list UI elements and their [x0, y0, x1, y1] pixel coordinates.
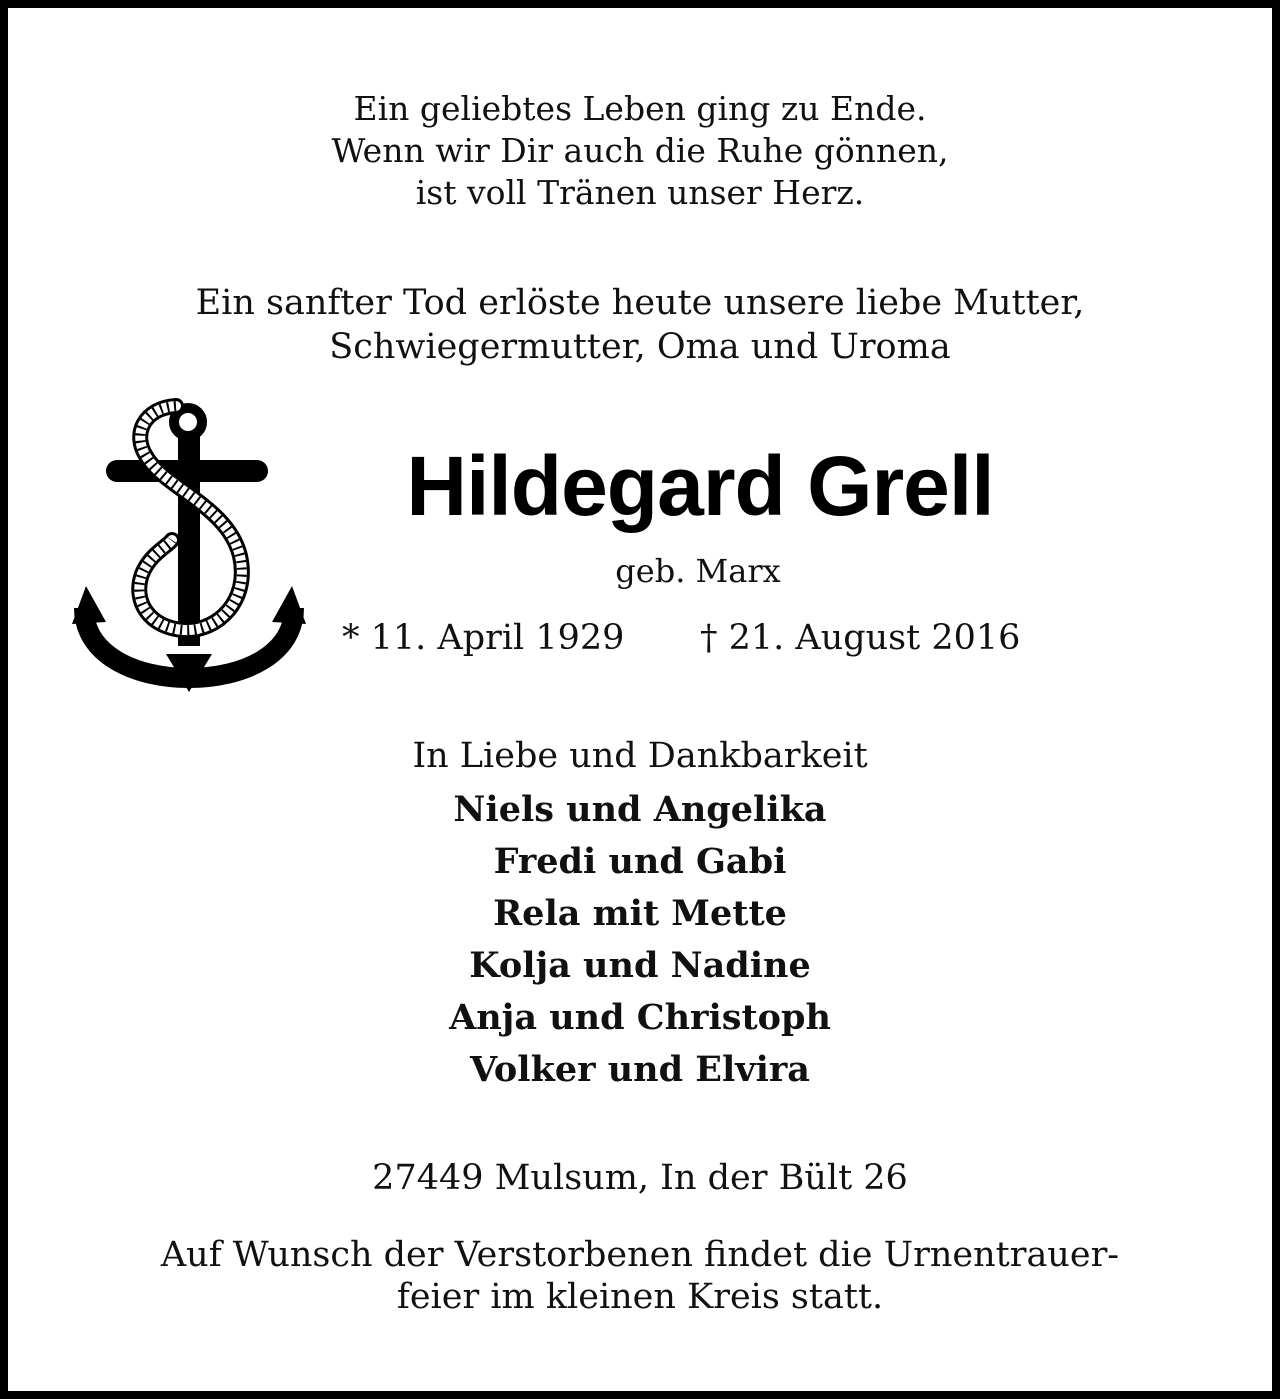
family-member: Anja und Christoph [449, 997, 831, 1038]
family-member: Kolja und Nadine [469, 945, 811, 986]
poem-line-1: Ein geliebtes Leben ging zu Ende. [353, 89, 927, 128]
intro-line-2: Schwiegermutter, Oma und Uroma [329, 327, 951, 367]
birth-date: * 11. April 1929 [342, 618, 625, 658]
family-heading: In Liebe und Dankbarkeit [412, 736, 868, 776]
family-member: Fredi und Gabi [493, 841, 787, 882]
poem-line-2: Wenn wir Dir auch die Ruhe gönnen, [331, 131, 949, 170]
funeral-note-line-2: feier im kleinen Kreis statt. [396, 1277, 884, 1317]
funeral-note-line-1: Auf Wunsch der Verstorbenen findet die Urnentrauer- [160, 1235, 1120, 1275]
birth-name: geb. Marx [615, 552, 781, 590]
death-date: † 21. August 2016 [700, 618, 1021, 658]
intro-line-1: Ein sanfter Tod erlöste heute unsere liebe Mutter, [195, 283, 1085, 323]
family-member: Rela mit Mette [493, 893, 787, 934]
deceased-name: Hildegard Grell [406, 439, 994, 533]
address: 27449 Mulsum, In der Bült 26 [372, 1158, 908, 1198]
family-member: Niels und Angelika [453, 789, 827, 830]
family-member: Volker und Elvira [469, 1049, 810, 1090]
anchor-with-rope-icon [72, 396, 312, 696]
poem-line-3: ist voll Tränen unser Herz. [415, 173, 865, 212]
